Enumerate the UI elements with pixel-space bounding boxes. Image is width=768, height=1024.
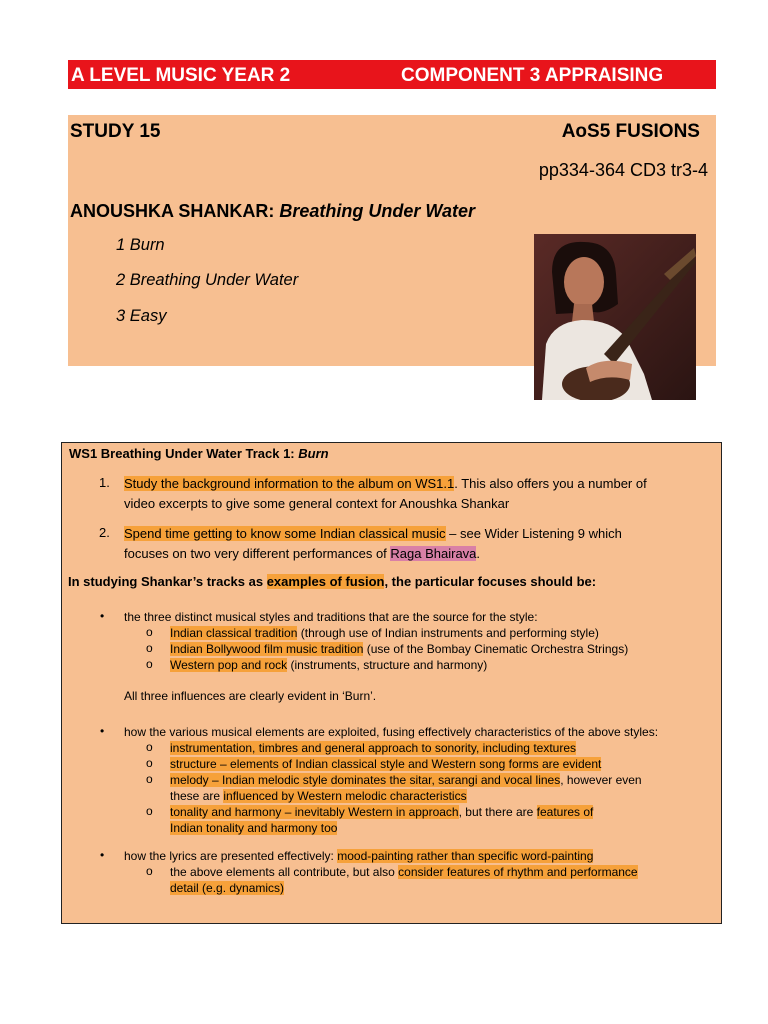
- pink-highlight: Raga Bhairava: [390, 545, 477, 561]
- sub-bullet-icon: o: [146, 756, 153, 770]
- highlight: influenced by Western melodic characteristics: [223, 789, 467, 803]
- sub-bullet-text: [170, 641, 710, 657]
- aos-label: AoS5 FUSIONS: [561, 121, 700, 142]
- item-1-text: [124, 474, 714, 513]
- worksheet-title-track: Burn: [298, 446, 329, 461]
- text: these are: [170, 789, 224, 803]
- highlight: Indian tonality and harmony too: [170, 821, 338, 835]
- sub-bullet-icon: o: [146, 772, 153, 786]
- highlight: detail (e.g. dynamics): [170, 881, 285, 895]
- note-text: All three influences are clearly evident in ‘Burn’.: [124, 689, 377, 703]
- bullet-text: the three distinct musical styles and traditions that are the source for the style:: [124, 610, 538, 624]
- highlight: mood-painting rather than specific word-painting: [337, 849, 594, 863]
- highlight: features of: [536, 805, 594, 819]
- sub-bullet-text: [170, 864, 710, 896]
- text: the above elements all contribute, but also: [170, 865, 399, 879]
- sub-bullet-text: [170, 657, 710, 673]
- artist-name: ANOUSHKA SHANKAR:: [70, 201, 275, 221]
- sub-bullet-icon: o: [146, 804, 153, 818]
- sub-bullet-text: [170, 756, 710, 772]
- focus-heading: [68, 574, 596, 589]
- text: , but there are: [458, 805, 537, 819]
- highlight: Study the background information to the album on WS1.1: [124, 476, 455, 491]
- sub-bullet-text: [170, 804, 710, 836]
- text: – see Wider Listening 9 which: [445, 526, 622, 541]
- highlight: instrumentation, timbres and general approach to sonority, including textures: [170, 741, 577, 755]
- highlight: consider features of rhythm and performance: [398, 865, 638, 879]
- highlight: Indian classical tradition: [170, 626, 298, 640]
- item-number: 2.: [99, 525, 110, 540]
- text: video excerpts to give some general context for Anoushka Shankar: [124, 495, 510, 511]
- text: . This also offers you a number of: [454, 476, 647, 491]
- highlight: tonality and harmony – inevitably Western in approach: [170, 805, 459, 819]
- item-number: 1.: [99, 475, 110, 490]
- sub-bullet-text: [170, 772, 710, 804]
- worksheet-title-prefix: WS1 Breathing Under Water Track 1:: [69, 446, 299, 461]
- track-item: 1 Burn: [116, 236, 165, 254]
- sub-bullet-text: [170, 625, 710, 641]
- text: , however even: [560, 773, 642, 787]
- artist-line: [70, 201, 475, 222]
- highlight: melody – Indian melodic style dominates the sitar, sarangi and vocal lines: [170, 773, 561, 787]
- bullet-text: how the various musical elements are exploited, fusing effectively characteristics of the above styles:: [124, 725, 659, 739]
- sub-bullet-text: [170, 740, 710, 756]
- bullet-text: [124, 848, 714, 864]
- text: .: [476, 545, 481, 561]
- text: , the particular focuses should be:: [384, 574, 597, 589]
- text: focuses on two very different performances of: [124, 545, 391, 561]
- text: (use of the Bombay Cinematic Orchestra Strings): [363, 642, 629, 656]
- highlight: Western pop and rock: [170, 658, 288, 672]
- header-bar: [68, 60, 716, 89]
- sub-bullet-icon: o: [146, 740, 153, 754]
- bullet-icon: •: [100, 609, 105, 623]
- track-item: 2 Breathing Under Water: [116, 271, 299, 289]
- study-title: STUDY 15: [70, 121, 161, 142]
- sub-bullet-icon: o: [146, 657, 153, 671]
- bullet-icon: •: [100, 724, 105, 738]
- sub-bullet-icon: o: [146, 641, 153, 655]
- worksheet-title: [69, 446, 329, 461]
- text: In studying Shankar’s tracks as: [68, 574, 267, 589]
- sub-bullet-icon: o: [146, 864, 153, 878]
- text: (through use of Indian instruments and performing style): [297, 626, 599, 640]
- highlight: Indian Bollywood film music tradition: [170, 642, 364, 656]
- header-left-title: A LEVEL MUSIC YEAR 2: [71, 65, 291, 86]
- highlight: examples of fusion: [266, 574, 385, 589]
- highlight: structure – elements of Indian classical style and Western song forms are evident: [170, 757, 602, 771]
- artist-photo-image: [534, 234, 696, 400]
- text: (instruments, structure and harmony): [287, 658, 488, 672]
- bullet-icon: •: [100, 848, 105, 862]
- track-item: 3 Easy: [116, 307, 167, 325]
- album-title: Breathing Under Water: [279, 201, 476, 221]
- item-2-text: [124, 524, 714, 563]
- worksheet-box: [61, 442, 722, 924]
- highlight: Spend time getting to know some Indian classical music: [124, 526, 446, 541]
- sub-bullet-icon: o: [146, 625, 153, 639]
- artist-photo: [534, 234, 696, 400]
- page-reference: pp334-364 CD3 tr3-4: [538, 160, 708, 180]
- header-right-title: COMPONENT 3 APPRAISING: [401, 65, 664, 86]
- text: how the lyrics are presented effectively:: [124, 849, 338, 863]
